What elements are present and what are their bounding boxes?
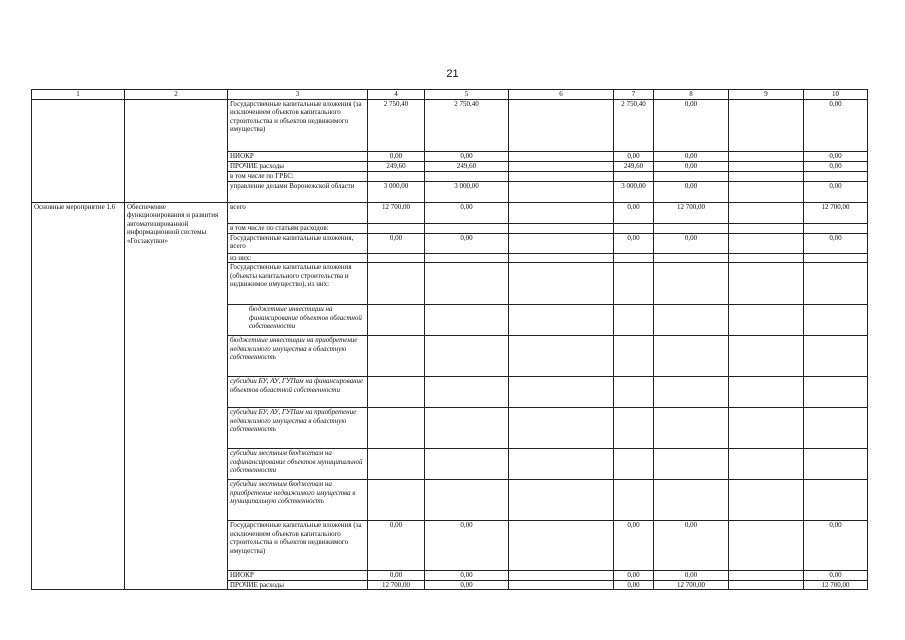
value-cell: 0,00 bbox=[368, 571, 425, 581]
column-header: 5 bbox=[425, 90, 509, 100]
value-cell: 12 700,00 bbox=[804, 202, 868, 223]
value-cell: 0,00 bbox=[368, 151, 425, 161]
value-cell: 0,00 bbox=[425, 571, 509, 581]
value-cell bbox=[509, 99, 614, 151]
value-cell: 3 000,00 bbox=[614, 181, 654, 202]
value-cell: 12 700,00 bbox=[368, 580, 425, 590]
value-cell: 12 700,00 bbox=[804, 580, 868, 590]
value-cell bbox=[368, 171, 425, 181]
value-cell bbox=[804, 449, 868, 480]
value-cell bbox=[729, 99, 804, 151]
value-cell bbox=[804, 253, 868, 263]
value-cell: 0,00 bbox=[425, 233, 509, 253]
value-cell bbox=[425, 449, 509, 480]
value-cell bbox=[729, 253, 804, 263]
value-cell: 0,00 bbox=[654, 161, 729, 171]
row-label: НИОКР bbox=[228, 571, 368, 581]
value-cell bbox=[368, 263, 425, 305]
value-cell bbox=[368, 223, 425, 233]
value-cell: 0,00 bbox=[654, 181, 729, 202]
value-cell: 0,00 bbox=[425, 202, 509, 223]
value-cell: 0,00 bbox=[614, 571, 654, 581]
column-header: 8 bbox=[654, 90, 729, 100]
value-cell bbox=[729, 580, 804, 590]
row-label: ПРОЧИЕ расходы bbox=[228, 580, 368, 590]
value-cell: 0,00 bbox=[425, 580, 509, 590]
row-label: субсидии БУ, АУ, ГУПам на приобретение недвижимого имущества в областную собственность bbox=[228, 408, 368, 449]
value-cell bbox=[425, 480, 509, 521]
row-label: ПРОЧИЕ расходы bbox=[228, 161, 368, 171]
value-cell bbox=[654, 377, 729, 408]
value-cell bbox=[804, 408, 868, 449]
value-cell bbox=[729, 181, 804, 202]
value-cell bbox=[425, 408, 509, 449]
value-cell bbox=[654, 336, 729, 377]
value-cell bbox=[509, 263, 614, 305]
value-cell bbox=[425, 336, 509, 377]
column-header: 7 bbox=[614, 90, 654, 100]
value-cell bbox=[368, 305, 425, 336]
budget-table bbox=[31, 89, 868, 590]
value-cell bbox=[614, 305, 654, 336]
value-cell: 0,00 bbox=[425, 151, 509, 161]
value-cell bbox=[614, 171, 654, 181]
value-cell bbox=[368, 480, 425, 521]
value-cell bbox=[614, 263, 654, 305]
row-label: из них: bbox=[228, 253, 368, 263]
value-cell bbox=[804, 377, 868, 408]
value-cell bbox=[729, 305, 804, 336]
value-cell: 0,00 bbox=[614, 202, 654, 223]
row-label: Государственные капитальные вложения, всего bbox=[228, 233, 368, 253]
value-cell bbox=[425, 223, 509, 233]
value-cell bbox=[368, 253, 425, 263]
value-cell bbox=[425, 377, 509, 408]
value-cell bbox=[729, 263, 804, 305]
activity-code-cell: Основные мероприятие 1.6 bbox=[32, 202, 125, 590]
value-cell bbox=[614, 408, 654, 449]
value-cell bbox=[368, 449, 425, 480]
row-label: субсидии местным бюджетам на приобретение недвижимого имущества в муниципальную собственность bbox=[228, 480, 368, 521]
page-number: 21 bbox=[446, 68, 459, 80]
value-cell: 12 700,00 bbox=[654, 580, 729, 590]
row-label: Государственные капитальные вложения (за исключением объектов капитального строительства и объектов недвижимого имущества) bbox=[228, 521, 368, 571]
value-cell bbox=[509, 171, 614, 181]
value-cell bbox=[804, 223, 868, 233]
value-cell bbox=[509, 580, 614, 590]
value-cell bbox=[654, 171, 729, 181]
value-cell bbox=[509, 181, 614, 202]
value-cell bbox=[654, 223, 729, 233]
value-cell bbox=[729, 377, 804, 408]
value-cell: 249,60 bbox=[368, 161, 425, 171]
value-cell bbox=[729, 202, 804, 223]
value-cell bbox=[509, 480, 614, 521]
value-cell bbox=[425, 305, 509, 336]
value-cell bbox=[654, 253, 729, 263]
value-cell: 0,00 bbox=[654, 99, 729, 151]
value-cell: 0,00 bbox=[804, 233, 868, 253]
value-cell: 2 750,40 bbox=[614, 99, 654, 151]
value-cell bbox=[729, 408, 804, 449]
row-label: субсидии БУ, АУ, ГУПам на финансирование объектов областной собственности bbox=[228, 377, 368, 408]
row-label: Государственные капитальные вложения (объекты капитального строительства и недвижимое имущество), из них: bbox=[228, 263, 368, 305]
value-cell bbox=[729, 223, 804, 233]
value-cell: 0,00 bbox=[804, 99, 868, 151]
value-cell bbox=[509, 571, 614, 581]
row-label: бюджетные инвестиции на приобретение недвижимого имущества в областную собственность bbox=[228, 336, 368, 377]
value-cell bbox=[729, 521, 804, 571]
value-cell bbox=[654, 263, 729, 305]
row-label: бюджетные инвестиции на финансирование объектов областной собственности bbox=[228, 305, 368, 336]
value-cell: 249,60 bbox=[614, 161, 654, 171]
value-cell: 0,00 bbox=[654, 521, 729, 571]
value-cell bbox=[729, 171, 804, 181]
value-cell: 0,00 bbox=[614, 233, 654, 253]
value-cell bbox=[509, 151, 614, 161]
value-cell bbox=[368, 377, 425, 408]
row-label: в том числе по статьям расходов: bbox=[228, 223, 368, 233]
value-cell bbox=[804, 171, 868, 181]
value-cell: 0,00 bbox=[654, 571, 729, 581]
row-label: НИОКР bbox=[228, 151, 368, 161]
value-cell: 0,00 bbox=[654, 233, 729, 253]
value-cell: 0,00 bbox=[614, 580, 654, 590]
column-header: 4 bbox=[368, 90, 425, 100]
value-cell bbox=[509, 161, 614, 171]
value-cell bbox=[614, 480, 654, 521]
row-label: всего bbox=[228, 202, 368, 223]
value-cell bbox=[509, 305, 614, 336]
value-cell: 0,00 bbox=[368, 521, 425, 571]
value-cell bbox=[654, 408, 729, 449]
value-cell bbox=[425, 171, 509, 181]
value-cell: 3 000,00 bbox=[425, 181, 509, 202]
value-cell bbox=[509, 408, 614, 449]
value-cell: 12 700,00 bbox=[654, 202, 729, 223]
value-cell: 0,00 bbox=[804, 571, 868, 581]
column-header: 3 bbox=[228, 90, 368, 100]
value-cell: 0,00 bbox=[804, 161, 868, 171]
value-cell bbox=[509, 223, 614, 233]
row-label: субсидии местным бюджетам на софинансирование объектов муниципальной собственности bbox=[228, 449, 368, 480]
value-cell bbox=[509, 253, 614, 263]
value-cell bbox=[729, 233, 804, 253]
value-cell bbox=[509, 449, 614, 480]
table-row bbox=[32, 202, 868, 223]
value-cell bbox=[425, 263, 509, 305]
value-cell bbox=[509, 521, 614, 571]
activity-name-cell: Обеспечение функционирования и развития автоматизированной информационной системы «Госзакупки» bbox=[125, 202, 228, 590]
value-cell bbox=[509, 233, 614, 253]
value-cell bbox=[729, 161, 804, 171]
value-cell bbox=[614, 223, 654, 233]
column-header: 6 bbox=[509, 90, 614, 100]
value-cell bbox=[729, 151, 804, 161]
table-row bbox=[32, 99, 868, 151]
value-cell bbox=[614, 253, 654, 263]
value-cell: 2 750,40 bbox=[425, 99, 509, 151]
column-header: 1 bbox=[32, 90, 125, 100]
value-cell: 0,00 bbox=[614, 521, 654, 571]
value-cell bbox=[368, 408, 425, 449]
value-cell: 0,00 bbox=[425, 521, 509, 571]
activity-name-cell bbox=[125, 99, 228, 202]
activity-code-cell bbox=[32, 99, 125, 202]
row-label: в том числе по ГРБС: bbox=[228, 171, 368, 181]
value-cell: 12 700,00 bbox=[368, 202, 425, 223]
value-cell bbox=[729, 571, 804, 581]
value-cell bbox=[804, 480, 868, 521]
value-cell bbox=[654, 305, 729, 336]
value-cell bbox=[804, 263, 868, 305]
value-cell: 3 000,00 bbox=[368, 181, 425, 202]
value-cell: 0,00 bbox=[654, 151, 729, 161]
value-cell: 0,00 bbox=[804, 151, 868, 161]
value-cell bbox=[729, 449, 804, 480]
value-cell bbox=[729, 336, 804, 377]
value-cell bbox=[509, 202, 614, 223]
row-label: Государственные капитальные вложения (за исключением объектов капитального строительства и объектов недвижимого имущества) bbox=[228, 99, 368, 151]
value-cell bbox=[804, 336, 868, 377]
row-label: управление делами Воронежской области bbox=[228, 181, 368, 202]
value-cell bbox=[614, 336, 654, 377]
column-header: 9 bbox=[729, 90, 804, 100]
value-cell bbox=[614, 449, 654, 480]
value-cell bbox=[509, 336, 614, 377]
value-cell: 0,00 bbox=[614, 151, 654, 161]
value-cell bbox=[729, 480, 804, 521]
value-cell bbox=[509, 377, 614, 408]
value-cell bbox=[654, 480, 729, 521]
value-cell: 0,00 bbox=[804, 181, 868, 202]
value-cell bbox=[368, 336, 425, 377]
value-cell: 249,60 bbox=[425, 161, 509, 171]
value-cell: 0,00 bbox=[368, 233, 425, 253]
column-header: 10 bbox=[804, 90, 868, 100]
value-cell bbox=[654, 449, 729, 480]
column-header: 2 bbox=[125, 90, 228, 100]
value-cell: 0,00 bbox=[804, 521, 868, 571]
header-row bbox=[32, 90, 868, 100]
value-cell: 2 750,40 bbox=[368, 99, 425, 151]
value-cell bbox=[425, 253, 509, 263]
value-cell bbox=[804, 305, 868, 336]
value-cell bbox=[614, 377, 654, 408]
